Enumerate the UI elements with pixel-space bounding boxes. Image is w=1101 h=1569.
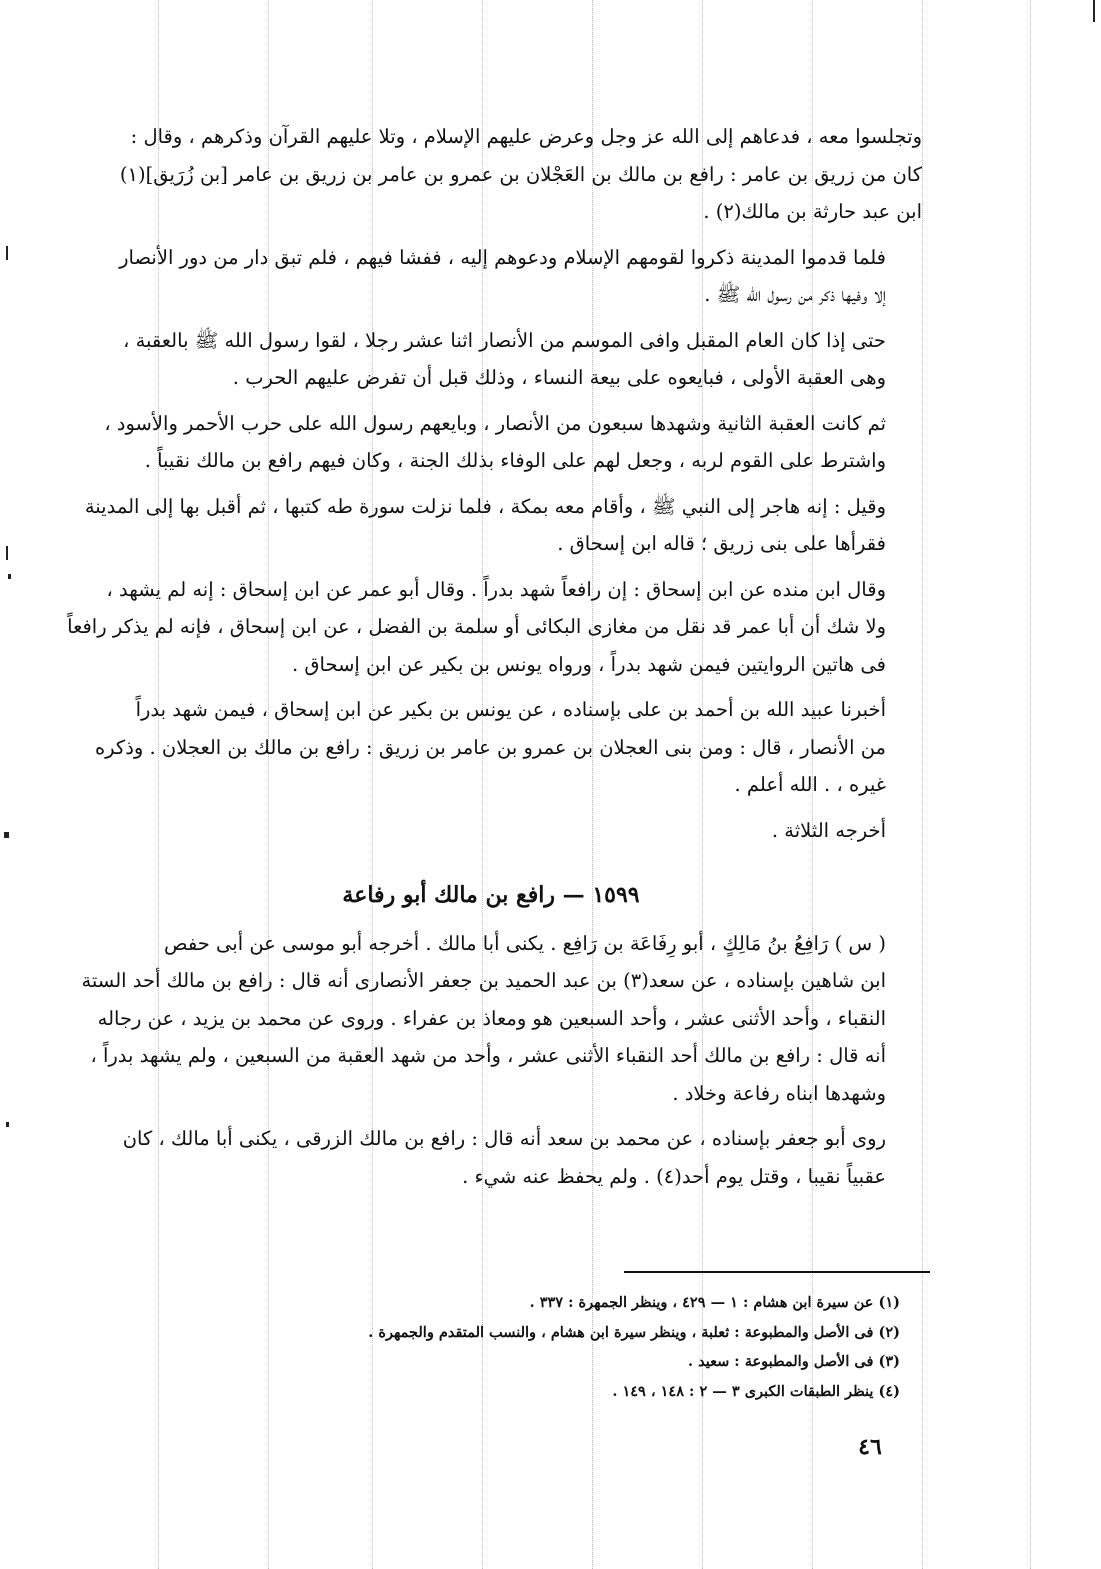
paragraph <box>60 239 922 314</box>
text-line: ثم كانت العقبة الثانية وشهدها سبعون من الأنصار ، وبايعهم رسول الله على حرب الأحمر والأسود ، <box>104 411 886 435</box>
entry-heading: ١٥٩٩ — رافع بن مالك أبو رفاعة <box>342 882 640 908</box>
text-line: ابن عبد حارثة بن مالك(٢) . <box>703 200 922 223</box>
scan-guide-line <box>922 0 923 1569</box>
footnote-divider <box>624 1271 930 1273</box>
footnote: (٣) فى الأصل والمطبوعة : سعيد . <box>688 1353 900 1370</box>
scan-edge-mark <box>8 574 11 579</box>
text-line: حتى إذا كان العام المقبل وافى الموسم من الأنصار اثنا عشر رجلا ، لقوا رسول الله ﷺ بالعقبة ، <box>123 328 886 352</box>
text-line: فلما قدموا المدينة ذكروا لقومهم الإسلام ودعوهم إليه ، ففشا فيهم ، فلم تبق دار من دور الأنصار <box>119 245 886 269</box>
text-line: فى هاتين الروايتين فيمن شهد بدراً ، ورواه يونس بن بكير عن ابن إسحاق . <box>292 652 886 676</box>
text-line: غيره ، . الله أعلم . <box>734 773 886 796</box>
text-line: وتجلسوا معه ، فدعاهم إلى الله عز وجل وعرض عليهم الإسلام ، وتلا عليهم القرآن وذكرهم ، وقال : <box>130 125 922 148</box>
text-line: فقرأها على بنى زريق ؛ قاله ابن إسحاق . <box>557 532 886 555</box>
text-line: وهى العقبة الأولى ، فبايعوه على بيعة النساء ، وذلك قبل أن تفرض عليهم الحرب . <box>232 366 886 389</box>
footnote: (١) عن سيرة ابن هشام : ١ — ٤٢٩ ، وينظر الجمهرة : ٣٣٧ . <box>529 1294 900 1311</box>
paragraph <box>60 405 922 480</box>
footnotes <box>360 1288 900 1406</box>
text-line: من الأنصار ، قال : ومن بنى العجلان بن عمرو بن عامر بن زريق : رافع بن مالك بن العجلان . وذكره <box>94 735 886 759</box>
paragraph <box>60 571 922 684</box>
paragraph <box>60 488 922 563</box>
footnote: (٤) ينظر الطبقات الكبرى ٣ — ٢ : ١٤٨ ، ١٤٩ . <box>612 1382 900 1400</box>
main-text <box>60 118 922 1203</box>
paragraph <box>60 118 922 231</box>
paragraph <box>60 691 922 804</box>
paragraph <box>60 812 922 850</box>
text-line: وقيل : إنه هاجر إلى النبي ﷺ ، وأقام معه بمكة ، فلما نزلت سورة طه كتبها ، ثم أقبل بها إلى المدينة <box>84 494 886 518</box>
paragraph <box>60 322 922 397</box>
scan-guide-line <box>1030 0 1031 1569</box>
scan-edge-mark <box>6 546 8 560</box>
page-number: ٤٦ <box>858 1434 882 1460</box>
scan-edge-mark <box>1093 0 1095 22</box>
scan-edge-mark <box>6 246 8 260</box>
text-line: وشهدها ابناه رفاعة وخلاد . <box>672 1081 886 1105</box>
text-line: روى أبو جعفر بإسناده ، عن محمد بن سعد أنه قال : رافع بن مالك الزرقى ، يكنى أبا مالك ، كان <box>122 1127 886 1150</box>
text-line: ابن شاهين بإسناده ، عن سعد(٣) بن عبد الحميد بن جعفر الأنصارى أنه قال : رافع بن مالك أحد الستة <box>81 969 886 992</box>
text-line: ( س ) رَافِعُ بنُ مَالِكٍ ، أبو رِفَاعَة بن رَافِع . يكنى أبا مالك . أخرجه أبو موسى عن أبى حفص <box>164 931 886 955</box>
footnote: (٢) فى الأصل والمطبوعة : ثعلبة ، وينظر سيرة ابن هشام ، والنسب المتقدم والجمهرة . <box>368 1323 900 1341</box>
text-line: ولا شك أن أبا عمر قد نقل من مغازى البكائى أو سلمة بن الفضل ، عن ابن إسحاق ، فإنه لم يذكر رافعاً <box>67 615 886 638</box>
text-line: كان من زريق بن عامر : رافع بن مالك بن العَجْلان بن عمرو بن عامر بن زريق بن عامر [بن زُرَيق](١) <box>119 162 922 186</box>
text-line: إلا وفيها ذكر من رسول الله ﷺ . <box>704 283 886 306</box>
text-line: أخرجه الثلاثة . <box>771 818 886 842</box>
scan-edge-mark <box>4 832 9 838</box>
paragraph <box>60 925 922 1113</box>
text-line: عقبياً نقيبا ، وقتل يوم أحد(٤) . ولم يحفظ عنه شيء . <box>462 1164 886 1188</box>
text-line: واشترط على القوم لربه ، وجعل لهم على الوفاء بذلك الجنة ، وكان فيهم رافع بن مالك نقيباً . <box>144 449 886 472</box>
text-line: وقال ابن منده عن ابن إسحاق : إن رافعاً شهد بدراً . وقال أبو عمر عن ابن إسحاق : إنه لم يشهد ، <box>106 577 886 601</box>
text-line: أخبرنا عبيد الله بن أحمد بن على بإسناده ، عن يونس بن بكير عن ابن إسحاق ، فيمن شهد بدراً <box>135 698 886 721</box>
text-line: النقباء ، وأحد الأثنى عشر ، وأحد السبعين هو ومعاذ بن عفراء . وروى عن محمد بن يزيد ، عن رجاله <box>97 1006 886 1030</box>
scan-edge-mark <box>6 1122 9 1127</box>
text-line: أنه قال : رافع بن مالك أحد النقباء الأثنى عشر ، وأحد من شهد العقبة من السبعين ، ولم يشهد بدراً ، <box>90 1044 886 1067</box>
paragraph <box>60 1120 922 1195</box>
